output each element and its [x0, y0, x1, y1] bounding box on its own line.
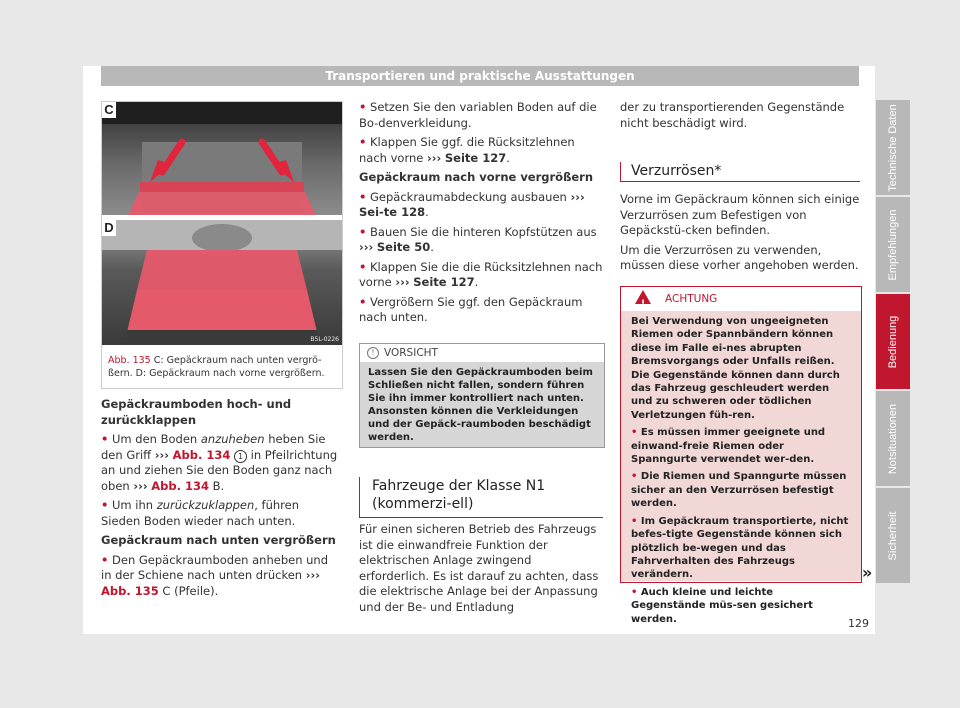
header-title: Transportieren und praktische Ausstattungen [325, 69, 635, 83]
note-body: Lassen Sie den Gepäckraumboden beim Schließen nicht fallen, sondern führen Sie ihn immer kontrolliert nach unten. Ansonsten können die Verkleidungen und der Gepäck-raumboden beschädigt werden. [360, 362, 604, 447]
column-3 [620, 100, 860, 135]
list-item: • Es müssen immer geeignete und einwand-freie Riemen oder Spanngurte verwendet wer-den. [631, 427, 826, 466]
list-item: • Bauen Sie die hinteren Kopfstützen aus ››› Seite 50. [359, 224, 597, 254]
figure-letter-c: C [102, 102, 116, 118]
trunk-floor-illustration-c [102, 102, 342, 215]
heading-nach-vorne: Gepäckraum nach vorne vergrößern [359, 170, 594, 184]
list-item: • Die Riemen und Spanngurte müssen sicher an den Verzurrösen befestigt werden. [631, 471, 847, 510]
list-item: • Um ihn zurückzuklappen, führen Sieden Boden wieder nach unten. [101, 498, 300, 528]
tab-bedienung[interactable]: Bedienung [876, 294, 910, 389]
link-abb-134-b[interactable]: Abb. 134 [151, 478, 209, 493]
note-header [360, 344, 604, 362]
warning-box [620, 286, 862, 625]
info-icon: ! [367, 347, 379, 359]
header-bar [101, 66, 859, 86]
list-item: • Den Gepäckraumboden anheben und in der Schiene nach unten drücken ››› Abb. 135 C (Pfeile). [101, 552, 329, 598]
list-item: • Setzen Sie den variablen Boden auf die Bo-denverkleidung. [359, 100, 597, 130]
paragraph: der zu transportierenden Gegenstände nicht beschädigt wird. [620, 100, 845, 130]
tab-notsituationen[interactable]: Notsituationen [876, 391, 910, 486]
trunk-floor-illustration-d [102, 220, 342, 345]
list-item: • Auch kleine und leichte Gegenstände müs-sen gesichert werden. [631, 586, 813, 625]
figure-abb-135 [101, 101, 343, 389]
link-abb-134[interactable]: Abb. 134 [172, 447, 231, 462]
warning-body: Bei Verwendung von ungeeigneten Riemen oder Spannbändern können diese im Falle ei-nes abrupten Bremsvorgangs oder Unfalls reißen. Die Gegenstände können dann durch das Fahrzeug geschleudert werden und zu schweren oder tödlichen Verletzungen füh-ren. • Es müssen immer geeignete und einwand-freie Riemen oder Spanngurte verwendet wer-den. • Die Riemen und Spanngurte müssen sicher an den Verzurrösen befestigt werden. • Im Gepäckraum transportierte, nicht befes-tigte Gegenstände können sich plötzlich be-wegen und das Fahrverhalten des Fahrzeugs verändern. • Auch kleine und leichte Gegenstände müs-sen gesichert werden. [621, 311, 861, 581]
section-heading-verzurroesen: Verzurrösen* [620, 162, 860, 182]
caption-label: Abb. 135 [108, 355, 151, 366]
note-title: VORSICHT [384, 347, 438, 359]
link-seite-127[interactable]: Seite 127 [444, 150, 507, 165]
section-heading-n1: Fahrzeuge der Klasse N1 (kommerzi-ell) [359, 477, 603, 518]
warning-icon [635, 290, 651, 304]
caption-text: C: Gepäckraum nach unten vergrö-ßern. D: Gepäckraum nach vorne vergrößern. [108, 355, 325, 379]
photo-c [102, 102, 342, 215]
section-n1-text: Für einen sicheren Betrieb des Fahrzeugs ist die einwandfreie Funktion der elektrischen Anlage zwingend erforderlich. Es ist darauf zu achten, dass die elektrische Anlage bei der Anpassung und der Be- und Entladung [359, 522, 599, 614]
figure-letter-d: D [102, 220, 116, 236]
column-1 [101, 397, 341, 603]
warning-header [621, 287, 861, 311]
callout-number: 1 [234, 450, 247, 463]
list-item: • Um den Boden anzuheben heben Sie den Griff ››› Abb. 134 1 in Pfeilrichtung an und ziehen Sie den Boden ganz nach oben ››› Abb. 134 B. [101, 432, 338, 493]
column-2 [359, 100, 603, 330]
caution-note [359, 343, 605, 448]
list-item: • Vergrößern Sie ggf. den Gepäckraum nach unten. [359, 294, 583, 324]
warning-title: ACHTUNG [665, 293, 718, 305]
tab-empfehlungen[interactable]: Empfehlungen [876, 197, 910, 292]
figure-caption [108, 354, 336, 380]
page-number: 129 [848, 617, 869, 630]
link-seite-128[interactable]: Sei-te 128 [359, 205, 426, 219]
link-seite-50[interactable]: Seite 50 [376, 240, 431, 254]
continue-arrow-icon: » [862, 563, 873, 582]
tab-technische-daten[interactable]: Technische Daten [876, 100, 910, 195]
link-abb-135[interactable]: Abb. 135 [101, 583, 159, 598]
heading-boden-klappen: Gepäckraumboden hoch- und zurückklappen [101, 397, 292, 427]
photo-d [102, 220, 342, 345]
list-item: • Gepäckraumabdeckung ausbauen ››› Sei-te 128. [359, 189, 585, 219]
list-item: • Im Gepäckraum transportierte, nicht befes-tigte Gegenstände können sich plötzlich be-wegen und das Fahrverhalten des Fahrzeugs verändern. [631, 515, 849, 581]
verzurroesen-text: Vorne im Gepäckraum können sich einige Verzurrösen zum Befestigen von Gepäckstü-cken befinden. Um die Verzurrösen zu verwenden, müssen diese vorher angehoben werden. [620, 192, 860, 272]
list-item: • Klappen Sie die die Rücksitzlehnen nach vorne ››› Seite 127. [359, 259, 603, 289]
list-item: • Klappen Sie ggf. die Rücksitzlehnen nach vorne ››› Seite 127. [359, 135, 575, 165]
heading-nach-unten: Gepäckraum nach unten vergrößern [101, 533, 336, 547]
figure-code: B5L-0226 [310, 336, 339, 343]
link-seite-127[interactable]: Seite 127 [413, 275, 475, 289]
tab-sicherheit[interactable]: Sicherheit [876, 488, 910, 583]
